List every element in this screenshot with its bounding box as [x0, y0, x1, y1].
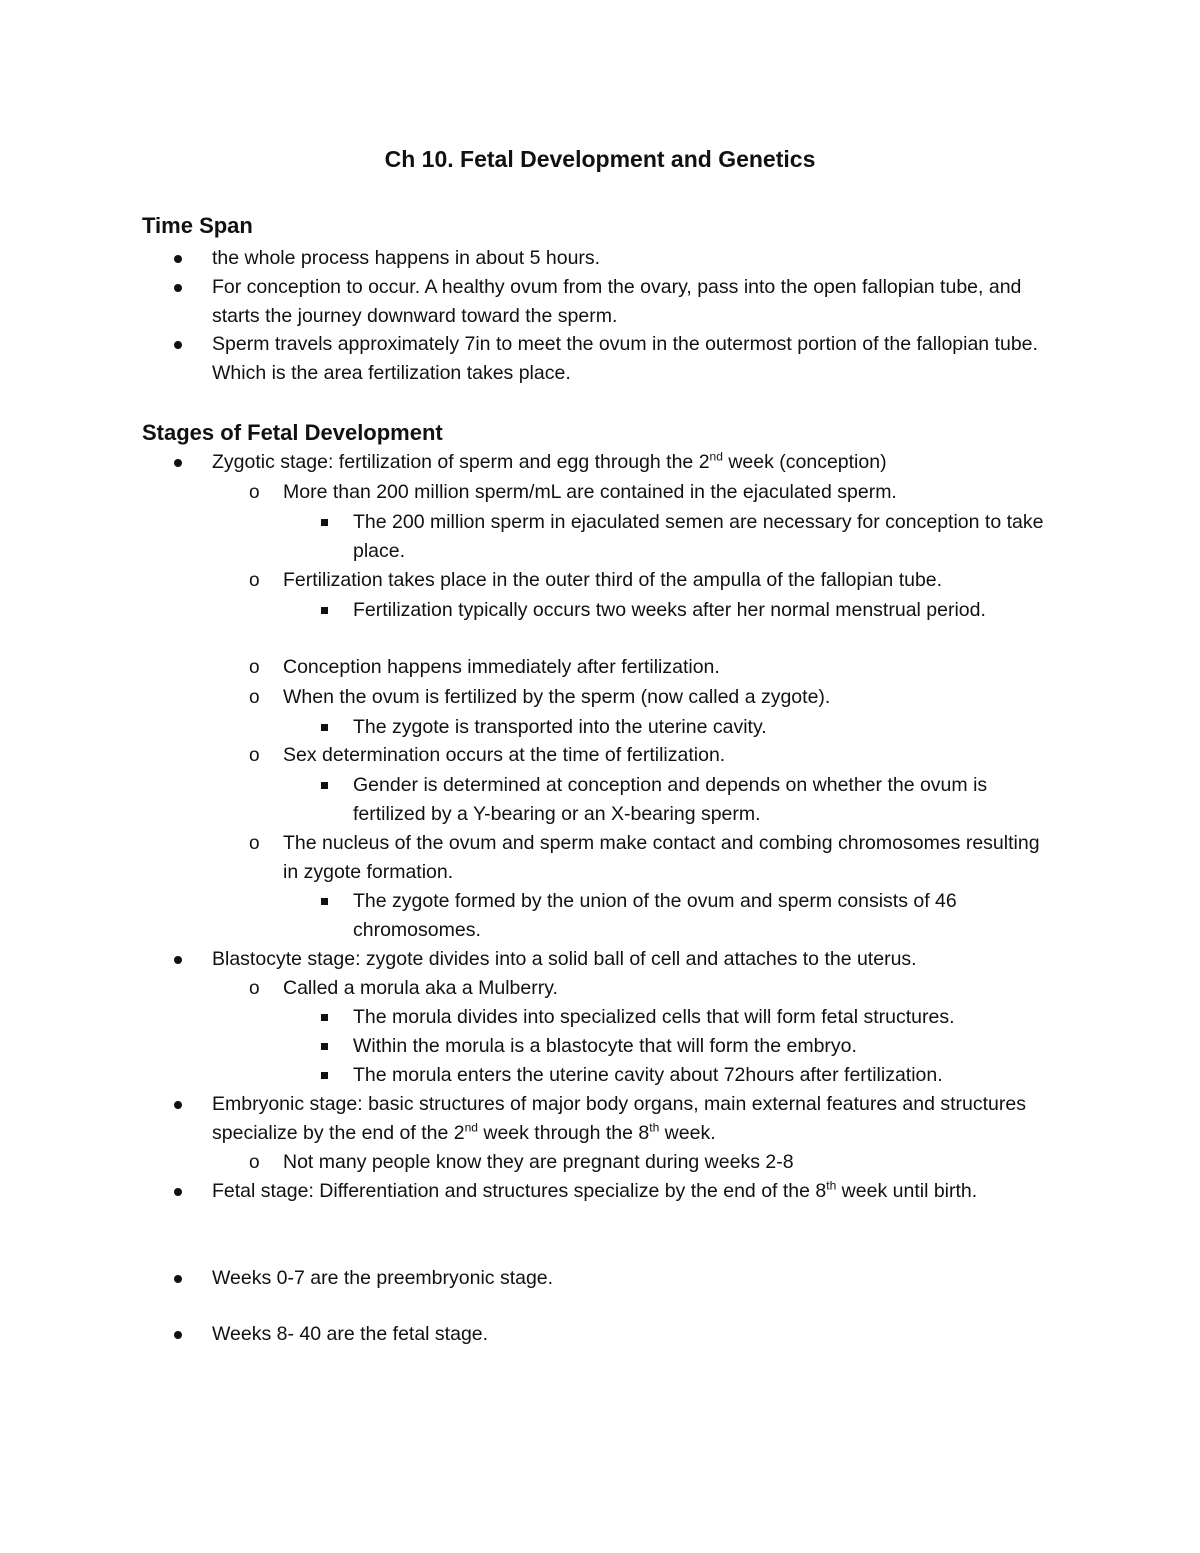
circle-bullet-icon: o [249, 1152, 260, 1173]
circle-bullet-icon: o [249, 978, 260, 999]
list-item: o Not many people know they are pregnant during weeks 2-8 [283, 1148, 1053, 1177]
section-heading-stages: Stages of Fetal Development [142, 420, 443, 445]
list-item: The morula enters the uterine cavity about 72hours after fertilization. [353, 1064, 943, 1086]
section-heading-time-span: Time Span [142, 213, 253, 238]
list-item: Within the morula is a blastocyte that will form the embryo. [353, 1035, 857, 1057]
list-item: Sperm travels approximately 7in to meet the ovum in the outermost portion of the fallopian tube. Which is the area fertilization takes place. [212, 333, 1038, 384]
list-item: the whole process happens in about 5 hours. [212, 247, 601, 269]
list-item: The zygote is transported into the uterine cavity. [353, 716, 767, 738]
list-item-zygotic-stage: Zygotic stage: fertilization of sperm and egg through the 2nd week (conception) [212, 449, 887, 473]
list-item: The morula divides into specialized cells that will form fetal structures. [353, 1006, 955, 1028]
list-item: o The nucleus of the ovum and sperm make contact and combing chromosomes resulting in zygote formation. [283, 829, 1053, 887]
page-title: Ch 10. Fetal Development and Genetics [384, 146, 816, 172]
list-item-blastocyte-stage: Blastocyte stage: zygote divides into a solid ball of cell and attaches to the uterus. [212, 948, 917, 970]
circle-bullet-icon: o [249, 570, 260, 591]
list-item: o More than 200 million sperm/mL are contained in the ejaculated sperm. [283, 478, 1053, 507]
list-item: Gender is determined at conception and depends on whether the ovum is fertilized by a Y-bearing or an X-bearing sperm. [353, 774, 988, 825]
list-item: o Sex determination occurs at the time of fertilization. [283, 741, 1053, 770]
list-item: For conception to occur. A healthy ovum from the ovary, pass into the open fallopian tube, and starts the journey downward toward the sperm. [212, 276, 1022, 327]
list-item-fetal-stage: Fetal stage: Differentiation and structures specialize by the end of the 8th week until birth. [212, 1178, 978, 1202]
circle-bullet-icon: o [249, 482, 260, 503]
list-item: Weeks 0-7 are the preembryonic stage. [212, 1267, 554, 1289]
list-item: Fertilization typically occurs two weeks after her normal menstrual period. [353, 599, 986, 621]
circle-bullet-icon: o [249, 833, 260, 854]
circle-bullet-icon: o [249, 657, 260, 678]
list-item: Weeks 8- 40 are the fetal stage. [212, 1323, 489, 1345]
list-item: o Fertilization takes place in the outer third of the ampulla of the fallopian tube. [283, 566, 1053, 595]
list-item-embryonic-stage: Embryonic stage: basic structures of major body organs, main external features and structures specialize by the end of the 2nd week through the 8th week. [212, 1093, 1026, 1144]
list-item: The 200 million sperm in ejaculated semen are necessary for conception to take place. [353, 511, 1044, 562]
circle-bullet-icon: o [249, 745, 260, 766]
circle-bullet-icon: o [249, 687, 260, 708]
list-item: o Called a morula aka a Mulberry. [283, 974, 1053, 1003]
list-item: The zygote formed by the union of the ovum and sperm consists of 46 chromosomes. [353, 890, 957, 941]
list-item: o Conception happens immediately after fertilization. [283, 653, 1053, 682]
list-item: o When the ovum is fertilized by the sperm (now called a zygote). [283, 683, 1053, 712]
